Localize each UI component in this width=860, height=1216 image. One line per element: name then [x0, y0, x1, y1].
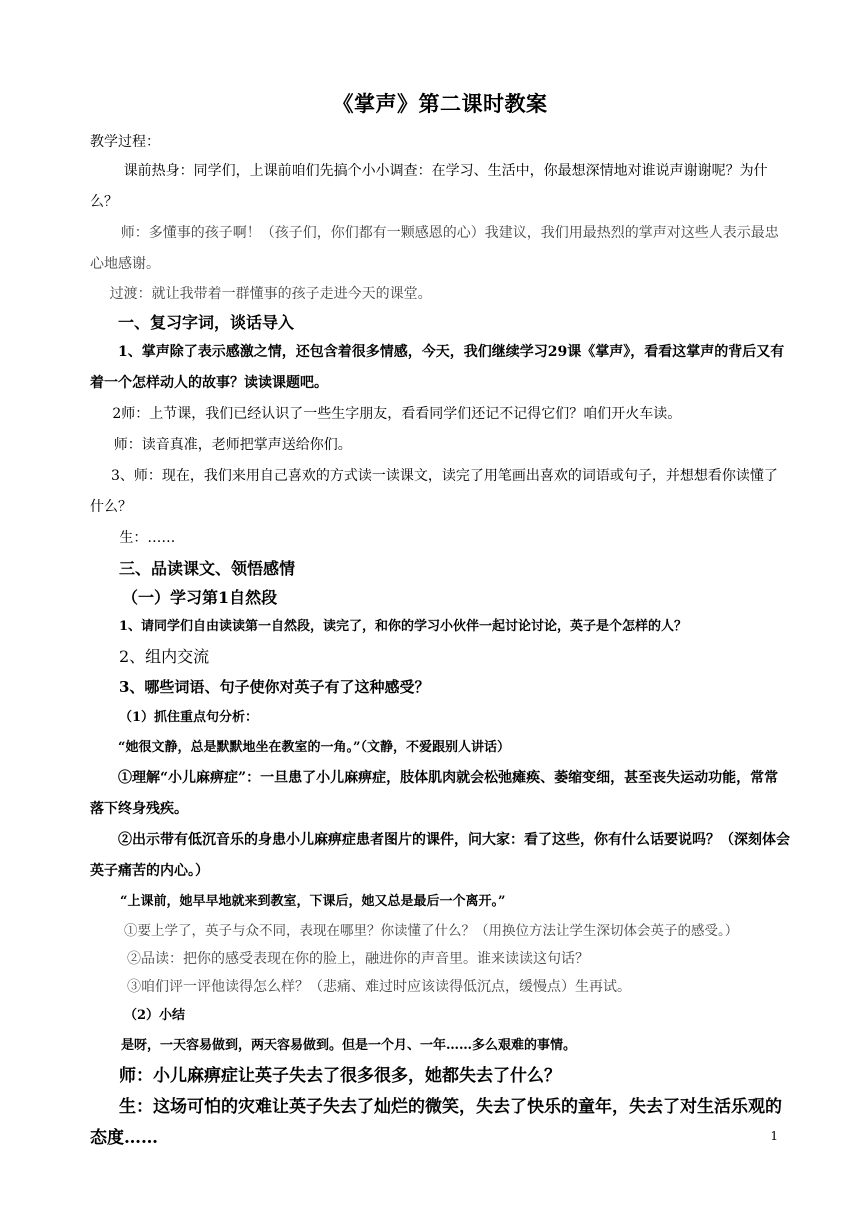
quote: “上课前，她早早地就来到教室，下课后，她又总是最后一个离开。” — [120, 893, 506, 909]
paragraph: 1、掌声除了表示感激之情，还包含着很多情感，今天，我们继续学习29课《掌声》，看看这掌声的背后又有着一个怎样动人的故事？读读课题吧。 — [90, 343, 785, 391]
paragraph: 师：多懂事的孩子啊！（孩子们，你们都有一颗感恩的心）我建议，我们用最热烈的掌声对这些人表示最忠心地感谢。 — [90, 224, 779, 272]
paragraph: ②出示带有低沉音乐的身患小儿麻痹症患者图片的课件，问大家：看了这些，你有什么话要说吗？（深刻体会英子痛苦的内心。） — [90, 831, 790, 879]
paragraph: 课前热身：同学们，上课前咱们先搞个小小调查：在学习、生活中，你最想深情地对谁说声谢谢呢？为什么？ — [90, 162, 768, 210]
paragraph: 2、组内交流 — [119, 646, 210, 666]
page-title: 《掌声》第二课时教案 — [332, 91, 548, 116]
paragraph: 是呀，一天容易做到，两天容易做到。但是一个月、一年……多么艰难的事情。 — [121, 1037, 577, 1053]
paragraph: 1、请同学们自由读读第一自然段，读完了，和你的学习小伙伴一起讨论讨论，英子是个怎样的人？ — [119, 618, 688, 634]
paragraph: 3、师：现在，我们来用自己喜欢的方式读一读课文，读完了用笔画出喜欢的词语或句子，并想想看你读懂了什么？ — [90, 467, 778, 515]
paragraph: （1）抓住重点句分析： — [119, 709, 259, 725]
paragraph: 师：读音真准，老师把掌声送给你们。 — [113, 436, 352, 453]
paragraph: 3、哪些词语、句子使你对英子有了这种感受？ — [119, 677, 430, 696]
paragraph: 教学过程： — [90, 133, 160, 150]
page-number: 1 — [770, 1129, 778, 1143]
paragraph: ①理解“小儿麻痹症”：一旦患了小儿麻痹症，肢体肌肉就会松弛瘫痪、萎缩变细，甚至丧失运动功能，常常落下终身残疾。 — [90, 769, 779, 817]
paragraph: ③咱们评一评他读得怎么样？（悲痛、难过时应该读得低沉点，缓慢点）生再试。 — [127, 978, 631, 995]
paragraph: ②品读：把你的感受表现在你的脸上，融进你的声音里。谁来读读这句话？ — [127, 950, 589, 967]
section-heading: 三、品读课文、领悟感情 — [119, 558, 296, 578]
paragraph: 2师：上节课，我们已经认识了一些生字朋友，看看同学们还记不记得它们？咱们开火车读。 — [112, 405, 682, 422]
paragraph: （2）小结 — [124, 1007, 186, 1023]
quote: “她很文静，总是默默地坐在教室的一角。”（文静，不爱跟别人讲话） — [118, 739, 510, 755]
paragraph: 生：这场可怕的灾难让英子失去了灿烂的微笑，失去了快乐的童年，失去了对生活乐观的态度…… — [90, 1096, 782, 1148]
section-heading: 一、复习字词，谈话导入 — [118, 312, 295, 332]
paragraph: 师：小儿麻痹症让英子失去了很多很多，她都失去了什么？ — [119, 1065, 561, 1086]
paragraph: 过渡：就让我带着一群懂事的孩子走进今天的课堂。 — [109, 285, 432, 302]
paragraph: 生：…… — [119, 529, 176, 546]
subsection-heading: （一）学习第1自然段 — [122, 587, 278, 607]
paragraph: ①要上学了，英子与众不同，表现在哪里？你读懂了什么？（用换位方法让学生深切体会英子的感受。） — [124, 922, 739, 939]
